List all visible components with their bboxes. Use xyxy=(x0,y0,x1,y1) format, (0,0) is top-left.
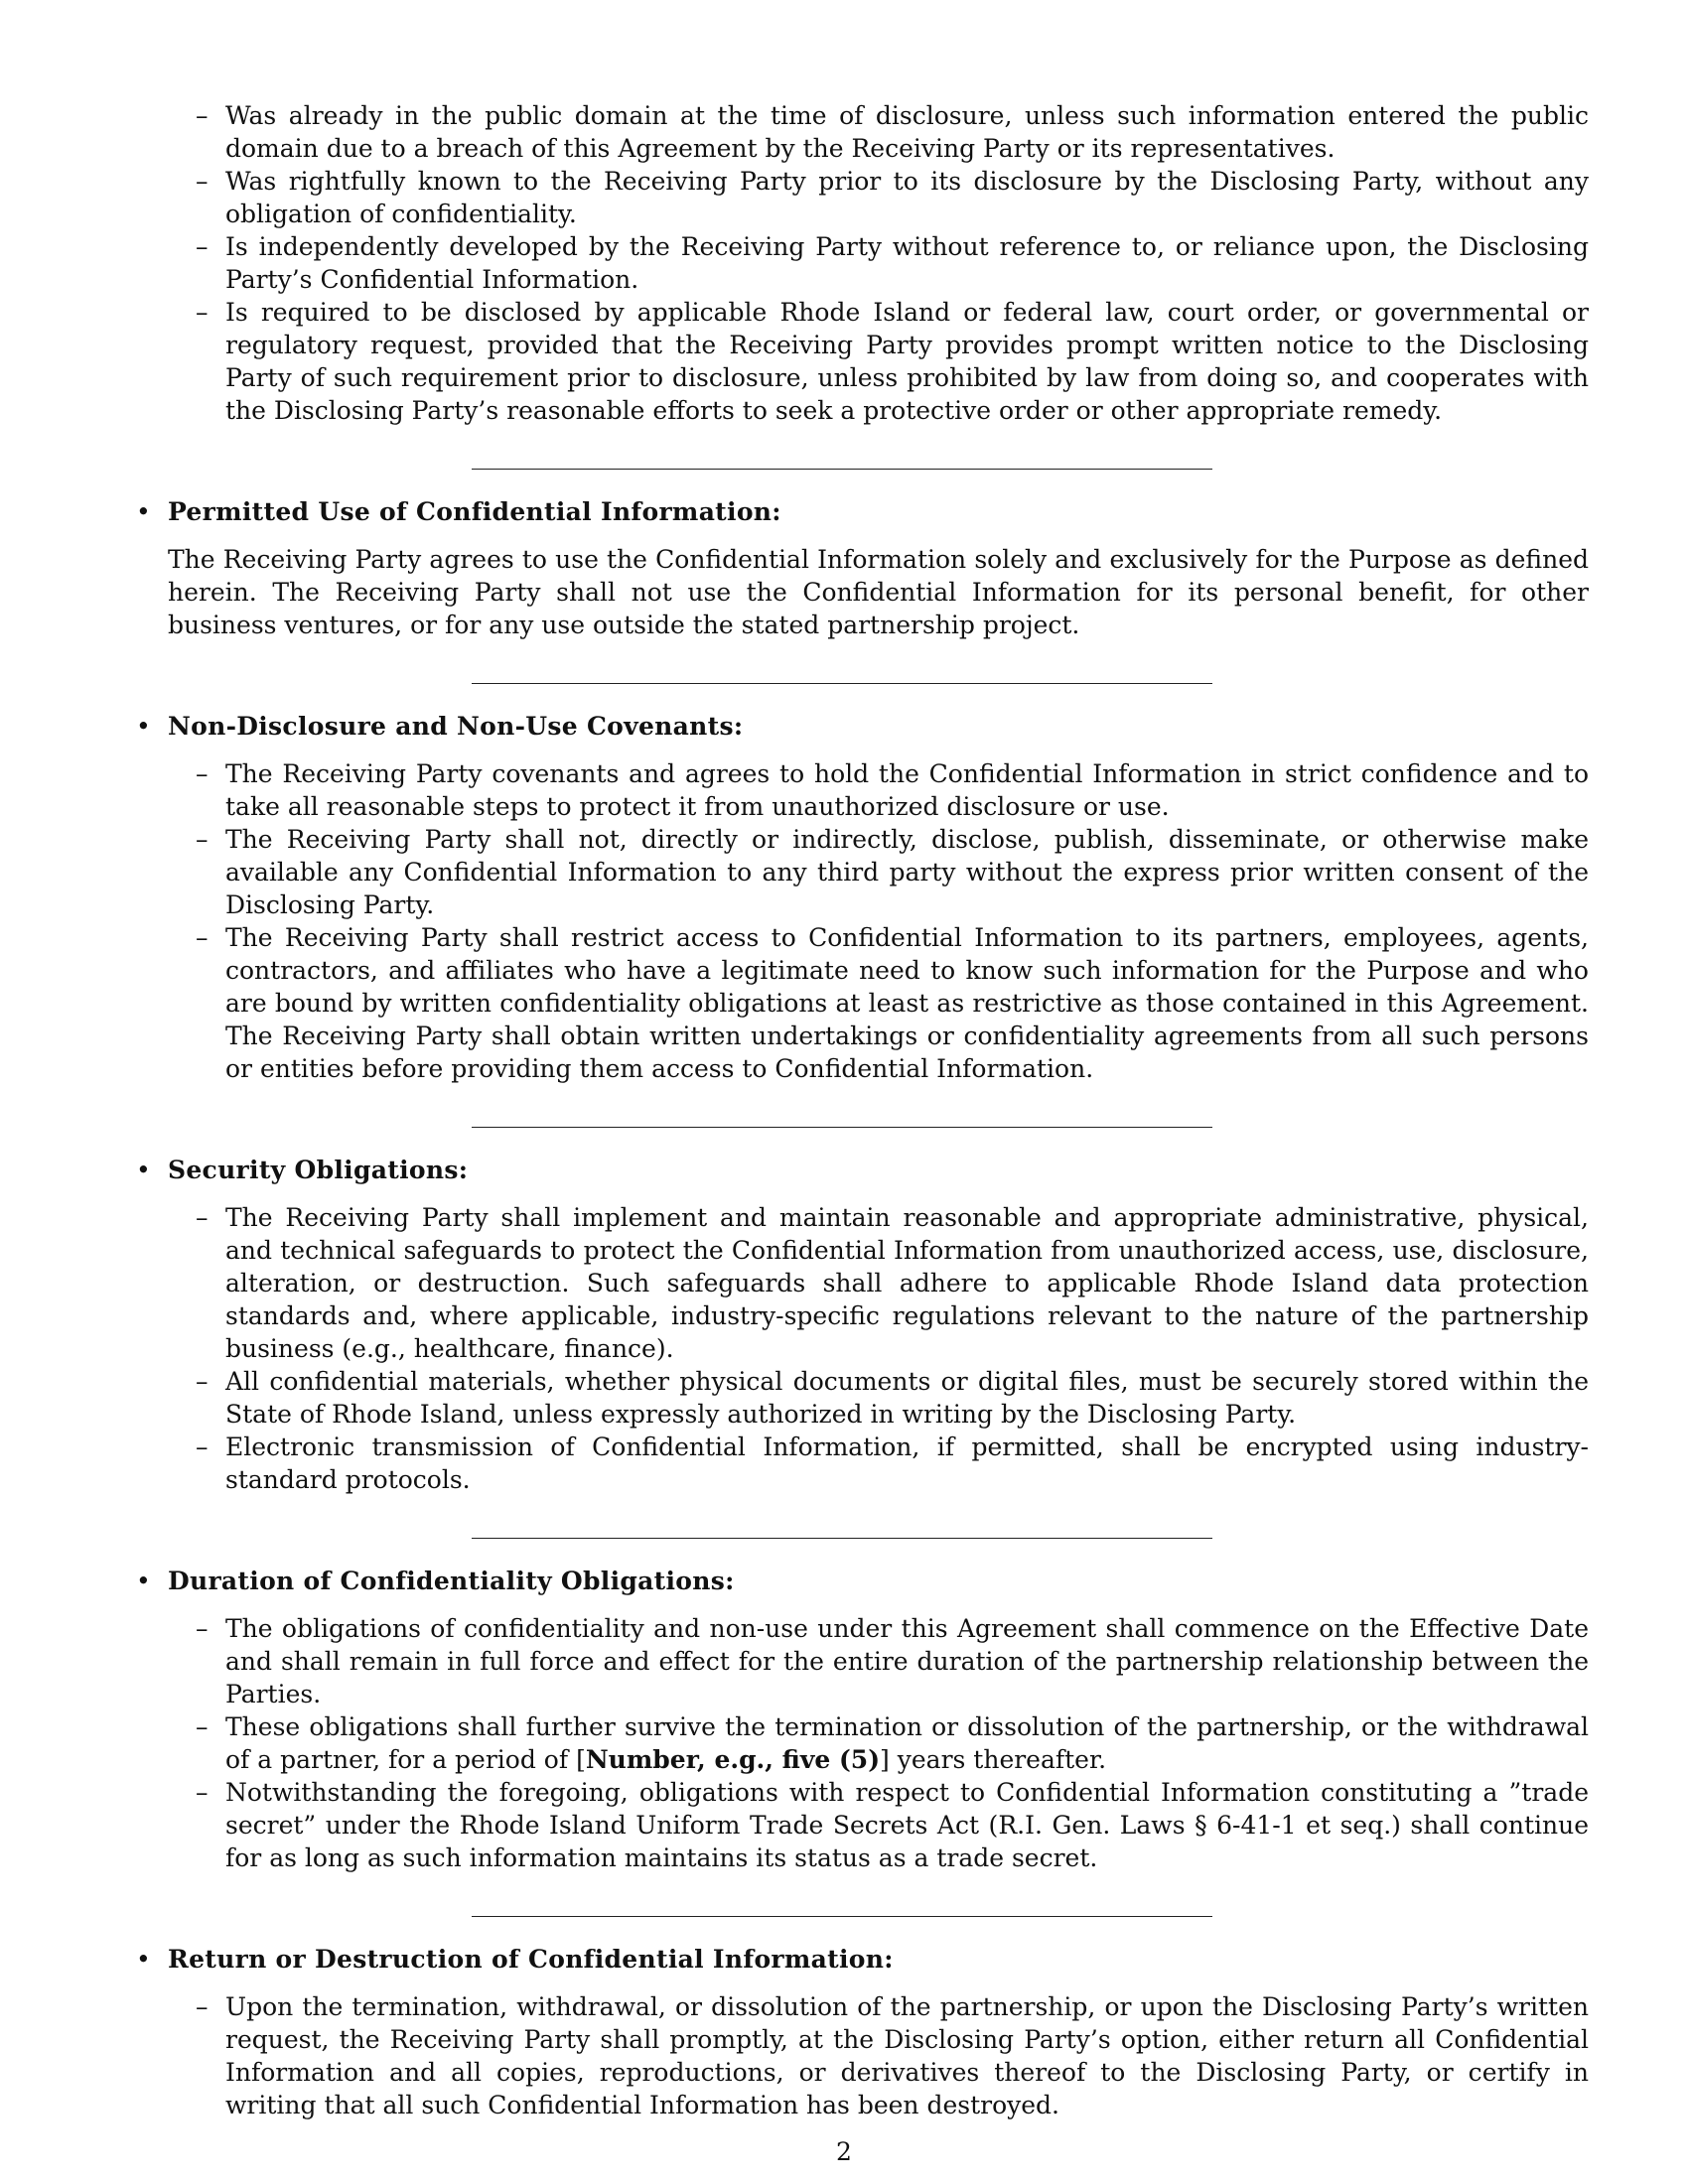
dash-marker: – xyxy=(196,1778,209,1807)
list-item: – Is independently developed by the Receiving Party without reference to, or reliance upon, the Disclosing Party’s Confidential Information. xyxy=(196,232,1589,294)
exceptions-list xyxy=(134,99,1589,427)
section-heading: • Non-Disclosure and Non-Use Covenants: xyxy=(136,712,744,741)
list-item: – Electronic transmission of Confidential Information, if permitted, shall be encrypted using industry-standard protocols. xyxy=(196,1433,1589,1494)
page-number: 2 xyxy=(836,2137,852,2166)
dash-marker: – xyxy=(196,167,209,196)
dash-marker: – xyxy=(196,298,209,327)
section-security xyxy=(134,1154,1589,1496)
list-item: – Was rightfully known to the Receiving Party prior to its disclosure by the Disclosing Party, without any obligation of confidentiality. xyxy=(196,167,1589,228)
list-item: – Upon the termination, withdrawal, or dissolution of the partnership, or upon the Disclosing Party’s written request, the Receiving Party shall promptly, at the Disclosing Party’s option, either return all Confidential Information and all copies, reproductions, or derivatives thereof to the Disclosing Party, or certify in writing that all such Confidential Information has been destroyed. xyxy=(196,1992,1589,2119)
section-divider xyxy=(472,1538,1212,1539)
dash-marker: – xyxy=(196,1712,209,1741)
dash-marker: – xyxy=(196,825,209,854)
section-duration xyxy=(134,1565,1589,1874)
section-return-destruction xyxy=(134,1943,1589,2121)
list-item: – The Receiving Party shall restrict access to Confidential Information to its partners, employees, agents, contractors, and affiliates who have a legitimate need to know such information for the Purpose and who are bound by written confidentiality obligations at least as restrictive as those contained in this Agreement. The Receiving Party shall obtain written undertakings or confidentiality agreements from all such persons or entities before providing them access to Confidential Information. xyxy=(196,923,1589,1083)
list-item: – These obligations shall further survive the termination or dissolution of the partnership, or the withdrawal of a partner, for a period of [Number, e.g., five (5)] years thereafter. xyxy=(196,1712,1589,1774)
dash-marker: – xyxy=(196,759,209,788)
list-item: – The Receiving Party shall not, directly or indirectly, disclose, publish, disseminate, or otherwise make available any Confidential Information to any third party without the express prior written consent of the Disclosing Party. xyxy=(196,825,1589,919)
section-divider xyxy=(472,1127,1212,1128)
dash-marker: – xyxy=(196,1992,209,2021)
placeholder-number: Number, e.g., five (5) xyxy=(585,1745,881,1774)
security-list xyxy=(134,1201,1589,1496)
list-item: – Notwithstanding the foregoing, obligations with respect to Confidential Information constituting a ”trade secret” under the Rhode Island Uniform Trade Secrets Act (R.I. Gen. Laws § 6-41-1 et seq.) shall continue for as long as such information maintains its status as a trade secret. xyxy=(196,1778,1589,1872)
duration-list xyxy=(134,1612,1589,1874)
section-divider xyxy=(472,469,1212,470)
section-heading: • Duration of Confidentiality Obligations: xyxy=(136,1567,735,1595)
list-item: – All confidential materials, whether physical documents or digital files, must be securely stored within the State of Rhode Island, unless expressly authorized in writing by the Disclosing Party. xyxy=(196,1367,1589,1429)
section-heading: • Return or Destruction of Confidential Information: xyxy=(136,1945,894,1974)
section-non-disclosure xyxy=(134,710,1589,1085)
bracket-open: [ xyxy=(576,1745,586,1774)
dash-marker: – xyxy=(196,232,209,261)
list-item: – Was already in the public domain at the time of disclosure, unless such information entered the public domain due to a breach of this Agreement by the Receiving Party or its representatives. xyxy=(196,101,1589,163)
list-item: – The Receiving Party shall implement and maintain reasonable and appropriate administrative, physical, and technical safeguards to protect the Confidential Information from unauthorized access, use, disclosure, alteration, or destruction. Such safeguards shall adhere to applicable Rhode Island data protection standards and, where applicable, industry-specific regulations relevant to the nature of the partnership business (e.g., healthcare, finance). xyxy=(196,1203,1589,1363)
bullet-marker: • xyxy=(136,1945,152,1974)
dash-marker: – xyxy=(196,1203,209,1232)
list-item: – The obligations of confidentiality and non-use under this Agreement shall commence on the Effective Date and shall remain in full force and effect for the entire duration of the partnership relationship between the Parties. xyxy=(196,1614,1589,1708)
bullet-marker: • xyxy=(136,1156,152,1184)
bullet-marker: • xyxy=(136,1567,152,1595)
section-divider xyxy=(472,683,1212,684)
dash-marker: – xyxy=(196,1367,209,1396)
dash-marker: – xyxy=(196,923,209,952)
return-list xyxy=(134,1990,1589,2121)
dash-marker: – xyxy=(196,101,209,130)
list-item: – The Receiving Party covenants and agrees to hold the Confidential Information in strict confidence and to take all reasonable steps to protect it from unauthorized disclosure or use. xyxy=(196,759,1589,821)
covenants-list xyxy=(134,757,1589,1085)
section-heading: • Security Obligations: xyxy=(136,1156,469,1184)
section-permitted-use xyxy=(134,495,1589,641)
section-heading: • Permitted Use of Confidential Information: xyxy=(136,497,781,526)
page-content xyxy=(134,99,1589,2121)
dash-marker: – xyxy=(196,1433,209,1461)
bullet-marker: • xyxy=(136,497,152,526)
bracket-close: ] xyxy=(880,1745,890,1774)
dash-marker: – xyxy=(196,1614,209,1643)
section-paragraph: The Receiving Party agrees to use the Confidential Information solely and exclusively for the Purpose as defined herein. The Receiving Party shall not use the Confidential Information for its personal benefit, for other business ventures, or for any use outside the stated partnership project. xyxy=(168,545,1589,639)
list-item: – Is required to be disclosed by applicable Rhode Island or federal law, court order, or governmental or regulatory request, provided that the Receiving Party provides prompt written notice to the Disclosing Party of such requirement prior to disclosure, unless prohibited by law from doing so, and cooperates with the Disclosing Party’s reasonable efforts to seek a protective order or other appropriate remedy. xyxy=(196,298,1589,425)
section-divider xyxy=(472,1916,1212,1917)
bullet-marker: • xyxy=(136,712,152,741)
